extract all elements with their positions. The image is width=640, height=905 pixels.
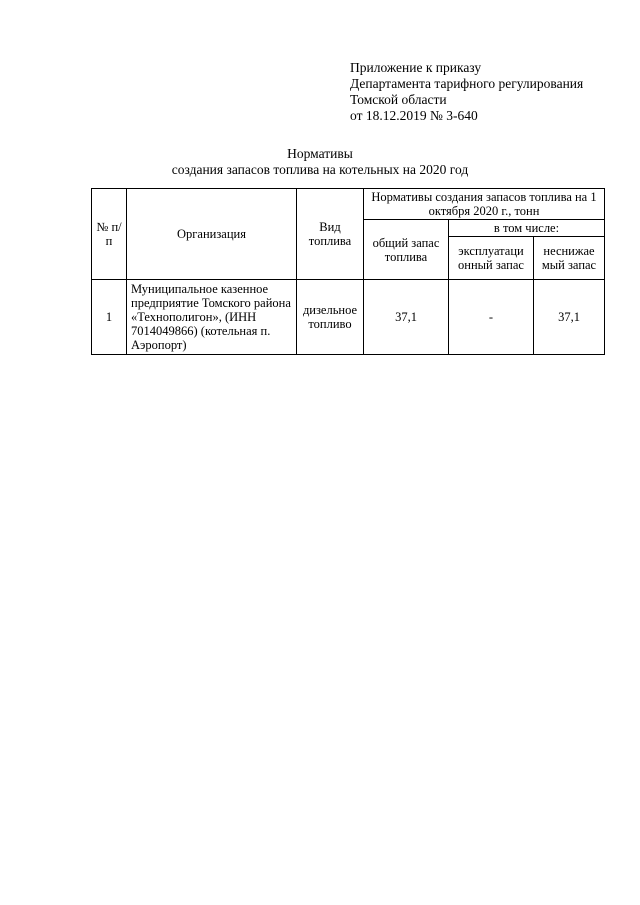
header-operational-stock: эксплуатаци онный запас xyxy=(449,237,534,280)
header-norms-group: Нормативы создания запасов топлива на 1 октября 2020 г., тонн xyxy=(364,189,605,220)
appendix-header xyxy=(350,60,583,124)
cell-total-stock: 37,1 xyxy=(364,280,449,355)
title-line-1: Нормативы xyxy=(287,146,353,161)
appendix-line-2: Департамента тарифного регулирования xyxy=(350,76,584,91)
cell-operational-stock: - xyxy=(449,280,534,355)
header-including: в том числе: xyxy=(449,220,605,237)
document-title xyxy=(0,146,640,178)
cell-irreducible-stock: 37,1 xyxy=(534,280,605,355)
table-header-row xyxy=(92,189,605,220)
appendix-line-1: Приложение к приказу xyxy=(350,60,482,75)
appendix-line-4: от 18.12.2019 № 3-640 xyxy=(350,108,478,123)
header-total-stock: общий запас топлива xyxy=(364,220,449,280)
norms-table xyxy=(91,188,605,355)
header-fuel-type: Вид топлива xyxy=(297,189,364,280)
header-number: № п/п xyxy=(92,189,127,280)
header-irreducible-stock: неснижае мый запас xyxy=(534,237,605,280)
table-row xyxy=(92,280,605,355)
cell-organization: Муниципальное казенное предприятие Томского района «Технополигон», (ИНН 7014049866) (котельная п. Аэропорт) xyxy=(127,280,297,355)
title-line-2: создания запасов топлива на котельных на 2020 год xyxy=(171,162,469,177)
appendix-line-3: Томской области xyxy=(350,92,447,107)
cell-fuel-type: дизельное топливо xyxy=(297,280,364,355)
header-organization: Организация xyxy=(127,189,297,280)
cell-number: 1 xyxy=(92,280,127,355)
